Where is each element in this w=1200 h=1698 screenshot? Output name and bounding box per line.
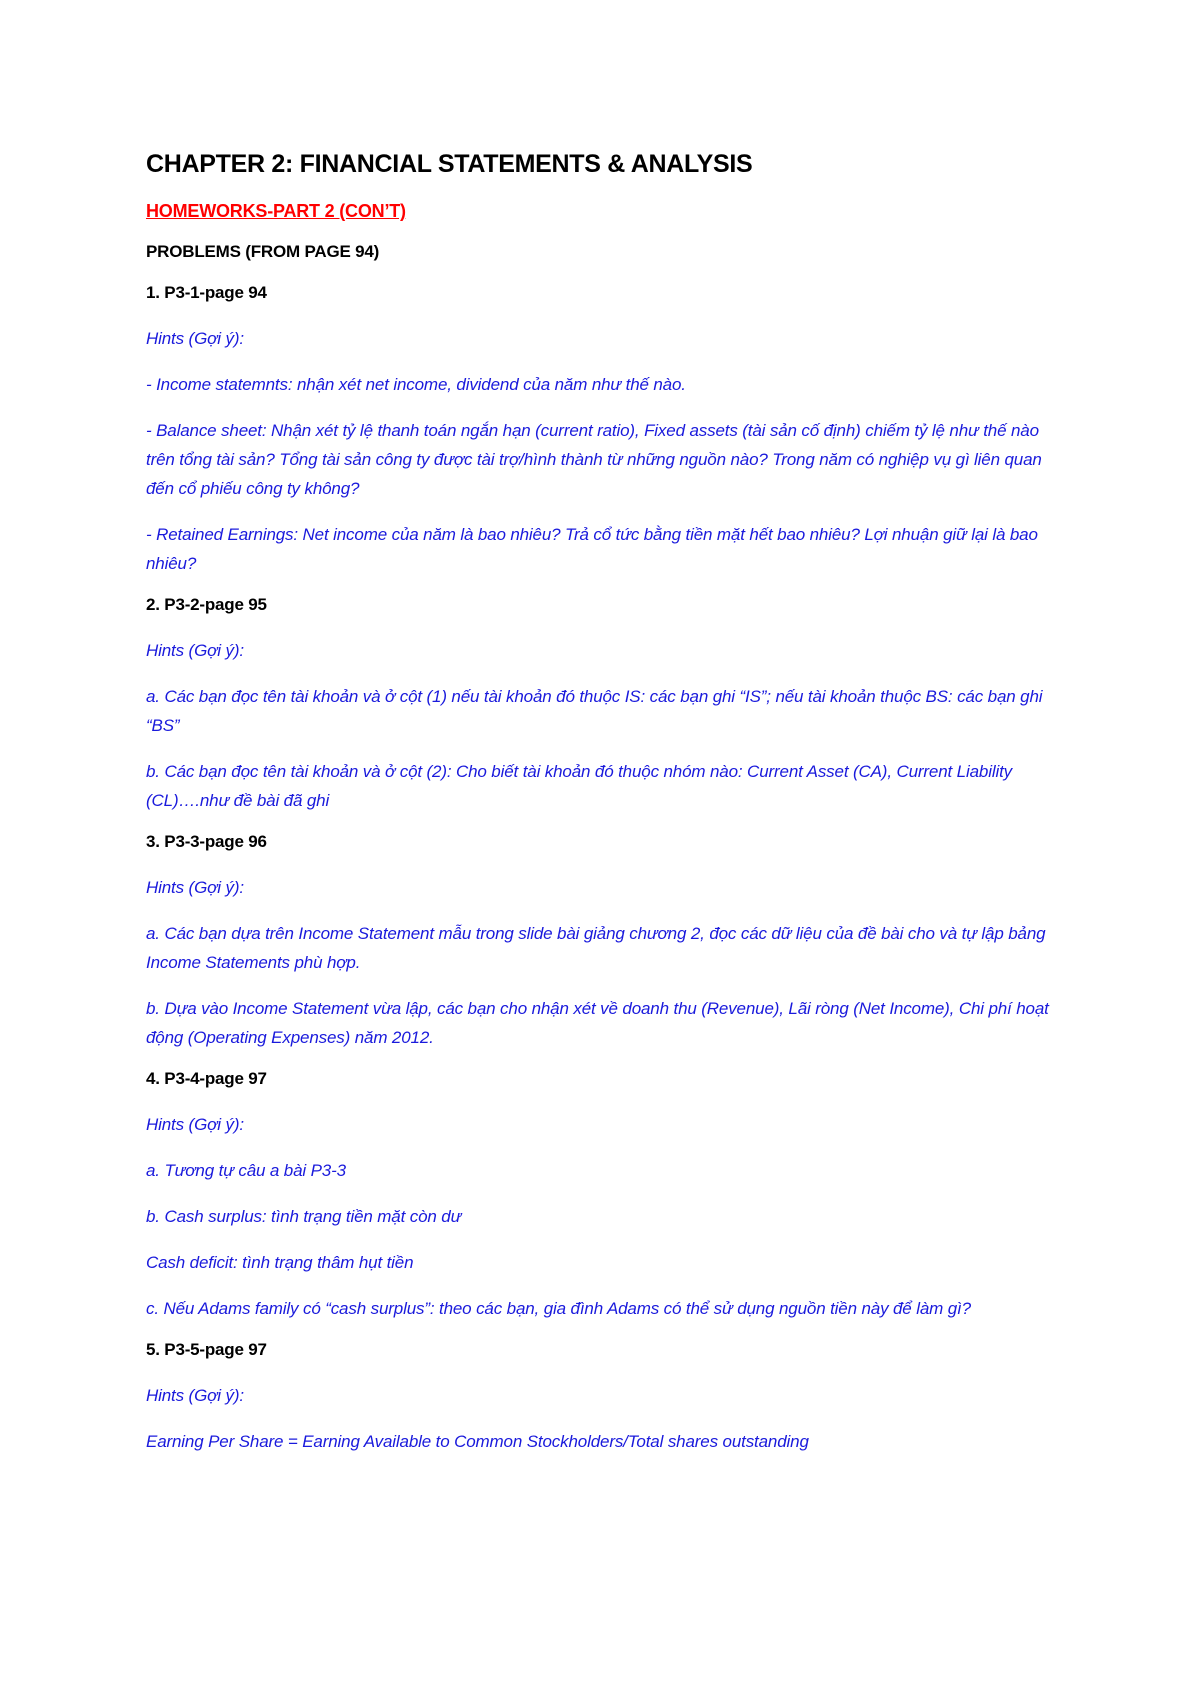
document-page [146, 150, 1066, 1473]
hint-line: - Income statemnts: nhận xét net income, dividend của năm như thế nào. [146, 375, 686, 394]
problem-heading: 3. P3-3-page 96 [146, 832, 267, 851]
hint-line: - Balance sheet: Nhận xét tỷ lệ thanh toán ngắn hạn (current ratio), Fixed assets (tài sản cố định) chiếm tỷ lệ như thế nào trên tổng tài sản? Tổng tài sản công ty được tài trợ/hình thành từ những nguồn nào? Trong năm có nghiệp vụ gì liên quan đến cổ phiếu công ty không? [146, 421, 1042, 498]
problem-heading: 1. P3-1-page 94 [146, 283, 267, 302]
hint-line: b. Các bạn đọc tên tài khoản và ở cột (2): Cho biết tài khoản đó thuộc nhóm nào: Current Asset (CA), Current Liability (CL)….như đề bài đã ghi [146, 762, 1013, 810]
problem-3 [146, 832, 1066, 1052]
hint-label: Hints (Gợi ý): [146, 641, 244, 660]
hint-label: Hints (Gợi ý): [146, 329, 244, 348]
hint-line: c. Nếu Adams family có “cash surplus”: theo các bạn, gia đình Adams có thể sử dụng nguồn tiền này để làm gì? [146, 1299, 971, 1318]
hint-line: Earning Per Share = Earning Available to Common Stockholders/Total shares outstanding [146, 1432, 809, 1451]
problem-4 [146, 1069, 1066, 1323]
hint-line: b. Dựa vào Income Statement vừa lập, các bạn cho nhận xét về doanh thu (Revenue), Lãi ròng (Net Income), Chi phí hoạt động (Operating Expenses) năm 2012. [146, 999, 1049, 1047]
problem-heading: 4. P3-4-page 97 [146, 1069, 267, 1088]
hint-line: b. Cash surplus: tình trạng tiền mặt còn dư [146, 1207, 462, 1226]
problems-section-label: PROBLEMS (FROM PAGE 94) [146, 242, 380, 261]
hint-label: Hints (Gợi ý): [146, 1386, 244, 1405]
problem-5 [146, 1340, 1066, 1456]
hint-line: a. Tương tự câu a bài P3-3 [146, 1161, 346, 1180]
hint-line: Cash deficit: tình trạng thâm hụt tiền [146, 1253, 414, 1272]
chapter-title: CHAPTER 2: FINANCIAL STATEMENTS & ANALYSIS [146, 150, 753, 178]
problem-heading: 2. P3-2-page 95 [146, 595, 267, 614]
problem-2 [146, 595, 1066, 815]
hint-label: Hints (Gợi ý): [146, 1115, 244, 1134]
problem-heading: 5. P3-5-page 97 [146, 1340, 267, 1359]
hint-line: - Retained Earnings: Net income của năm là bao nhiêu? Trả cổ tức bằng tiền mặt hết bao nhiêu? Lợi nhuận giữ lại là bao nhiêu? [146, 525, 1038, 573]
hint-line: a. Các bạn đọc tên tài khoản và ở cột (1) nếu tài khoản đó thuộc IS: các bạn ghi “IS”; nếu tài khoản thuộc BS: các bạn ghi “BS” [146, 687, 1043, 735]
hint-line: a. Các bạn dựa trên Income Statement mẫu trong slide bài giảng chương 2, đọc các dữ liệu của đề bài cho và tự lập bảng Income Statements phù hợp. [146, 924, 1046, 972]
problem-1 [146, 283, 1066, 578]
homework-subtitle: HOMEWORKS-PART 2 (CON’T) [146, 201, 406, 221]
hint-label: Hints (Gợi ý): [146, 878, 244, 897]
